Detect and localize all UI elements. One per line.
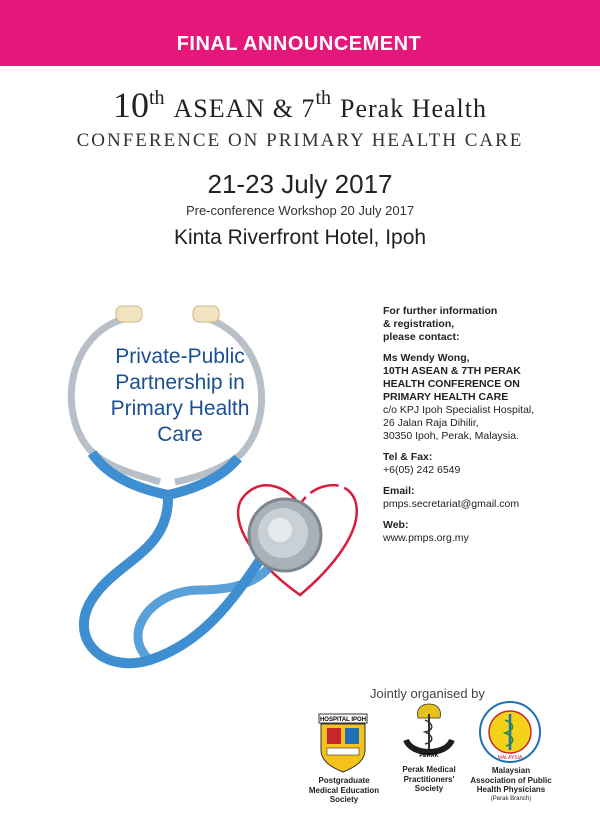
title-sup-1: th [148, 87, 165, 109]
hospital-ipoh-logo [313, 712, 373, 774]
contact-name: Ms Wendy Wong, [383, 352, 470, 364]
mapp-logo [478, 700, 542, 764]
announcement-banner: FINAL ANNOUNCEMENT [145, 30, 453, 59]
theme-line: Partnership in [115, 371, 245, 394]
contact-address: 26 Jalan Raja Dihilir, [383, 417, 479, 429]
title-perak: Perak Health [340, 94, 488, 123]
logo3-caption: Malaysian Association of Public Health Physicians (Perak Branch) [470, 766, 552, 802]
logo1-text: HOSPITAL IPOH [319, 717, 367, 723]
theme-line: Private-Public [115, 345, 245, 368]
title-num: 10 [112, 85, 149, 125]
preconference-workshop: Pre-conference Workshop 20 July 2017 [185, 203, 415, 218]
theme-line: Care [157, 423, 203, 446]
contact-block [383, 305, 588, 545]
title-sup-2: th [315, 87, 331, 109]
title-asean: ASEAN & 7 [173, 94, 316, 123]
perak-medical-logo [398, 700, 460, 762]
ear-tip-left [116, 306, 142, 322]
tel-label: Tel & Fax: [383, 451, 433, 463]
tel-value: +6(05) 242 6549 [383, 464, 461, 476]
email-label: Email: [383, 485, 415, 497]
conference-title [0, 84, 600, 126]
contact-address: c/o KPJ Ipoh Specialist Hospital, [383, 404, 535, 416]
web-link[interactable]: www.pmps.org.my [383, 532, 469, 544]
contact-org: PRIMARY HEALTH CARE [383, 391, 509, 403]
jointly-organised-label: Jointly organised by [370, 686, 485, 701]
contact-intro: & registration, [383, 318, 455, 330]
ear-tip-right [193, 306, 219, 322]
conference-dates: 21-23 July 2017 [207, 169, 393, 199]
contact-address: 30350 Ipoh, Perak, Malaysia. [383, 430, 519, 442]
logo1-caption: Postgraduate Medical Education Society [308, 776, 380, 804]
contact-intro: please contact: [383, 331, 460, 343]
theme-line: Primary Health [110, 397, 250, 420]
logo3-text: MALAYSIA [497, 755, 523, 761]
conference-subtitle: CONFERENCE ON PRIMARY HEALTH CARE [76, 130, 524, 151]
venue: Kinta Riverfront Hotel, Ipoh [173, 226, 427, 249]
logo2-caption: Perak Medical Practitioners' Society [402, 765, 456, 793]
contact-org: 10TH ASEAN & 7TH PERAK [383, 365, 521, 377]
logo2-text: PERAK [419, 753, 439, 759]
contact-intro: For further information [383, 305, 498, 317]
contact-org: HEALTH CONFERENCE ON [383, 378, 520, 390]
email-link[interactable]: pmps.secretariat@gmail.com [383, 498, 520, 510]
conference-theme [100, 344, 260, 448]
web-label: Web: [383, 519, 409, 531]
chestpiece-center [268, 518, 292, 542]
